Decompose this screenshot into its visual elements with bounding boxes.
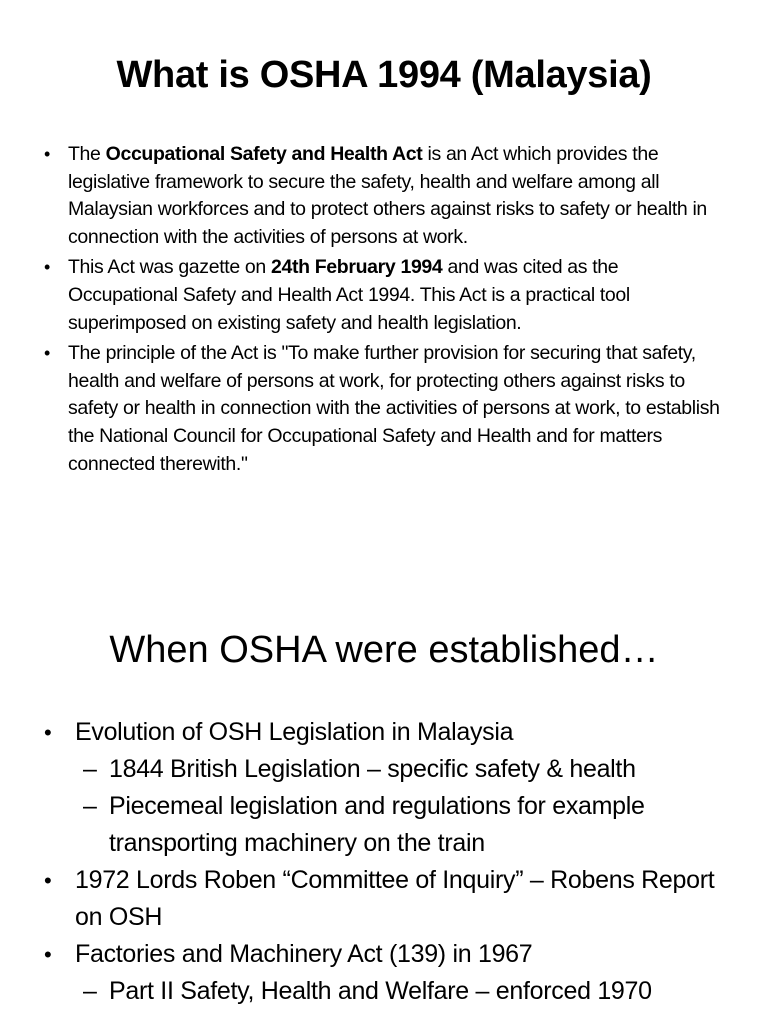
bullet-text-end: is an Act which provides the legislative framework to secure the safety, health and welfare among all Malaysian workforces and to protect others against risks to safety or health in connection with the activities of persons at work. [68,143,707,248]
bullet-text-start: The [68,143,106,165]
sub-bullet-text: 1844 British Legislation – specific safety & health [109,755,636,783]
bullet-text: The principle of the Act is "To make further provision for securing that safety, health and welfare of persons at work, for protecting others against risks to safety or health in connection with the activities of persons at work, to establish the National Council for Occupational Safety and Health and for matters connected therewith." [68,342,720,475]
bullet-text: Factories and Machinery Act (139) in 1967 [75,940,533,968]
bullet-dot-icon: • [44,942,52,967]
bullet-text: Evolution of OSH Legislation in Malaysia [75,718,514,746]
bullet-dot-icon: • [44,343,50,364]
bullet-dot-icon: • [44,868,52,893]
bullet-text: 1972 Lords Roben “Committee of Inquiry” – Robens Report on OSH [75,866,715,931]
sub-bullet-text: Piecemeal legislation and regulations for example transporting machinery on the train [109,792,645,857]
bullet-item [44,862,734,936]
bullet-item [44,714,734,862]
bullet-dot-icon: • [44,257,50,278]
slide-title: What is OSHA 1994 (Malaysia) [116,54,652,96]
bullet-list [44,141,724,481]
bullet-item [44,254,724,337]
slide-osha-history [0,600,768,1024]
bullet-list [44,714,734,1010]
bullet-text-bold: Occupational Safety and Health Act [105,143,423,165]
bullet-item [44,340,724,478]
sub-bullet-list [75,973,734,1010]
dash-icon: – [83,977,97,1005]
sub-bullet-item [75,973,734,1010]
sub-bullet-item [75,788,734,862]
bullet-text-start: This Act was gazette on [68,256,271,279]
sub-bullet-list [75,751,734,862]
bullet-text-bold: 24th February 1994 [270,256,443,279]
bullet-item [44,141,724,251]
bullet-dot-icon: • [44,144,50,164]
slide-title: When OSHA were established… [109,629,659,671]
dash-icon: – [83,755,97,783]
bullet-item [44,936,734,1010]
sub-bullet-text: Part II Safety, Health and Welfare – enforced 1970 [109,977,652,1005]
bullet-text-end: and was cited as the Occupational Safety and Health Act 1994. This Act is a practical tool superimposed on existing safety and health legislation. [68,256,630,334]
bullet-dot-icon: • [44,720,52,745]
dash-icon: – [83,792,97,820]
sub-bullet-item [75,751,734,788]
